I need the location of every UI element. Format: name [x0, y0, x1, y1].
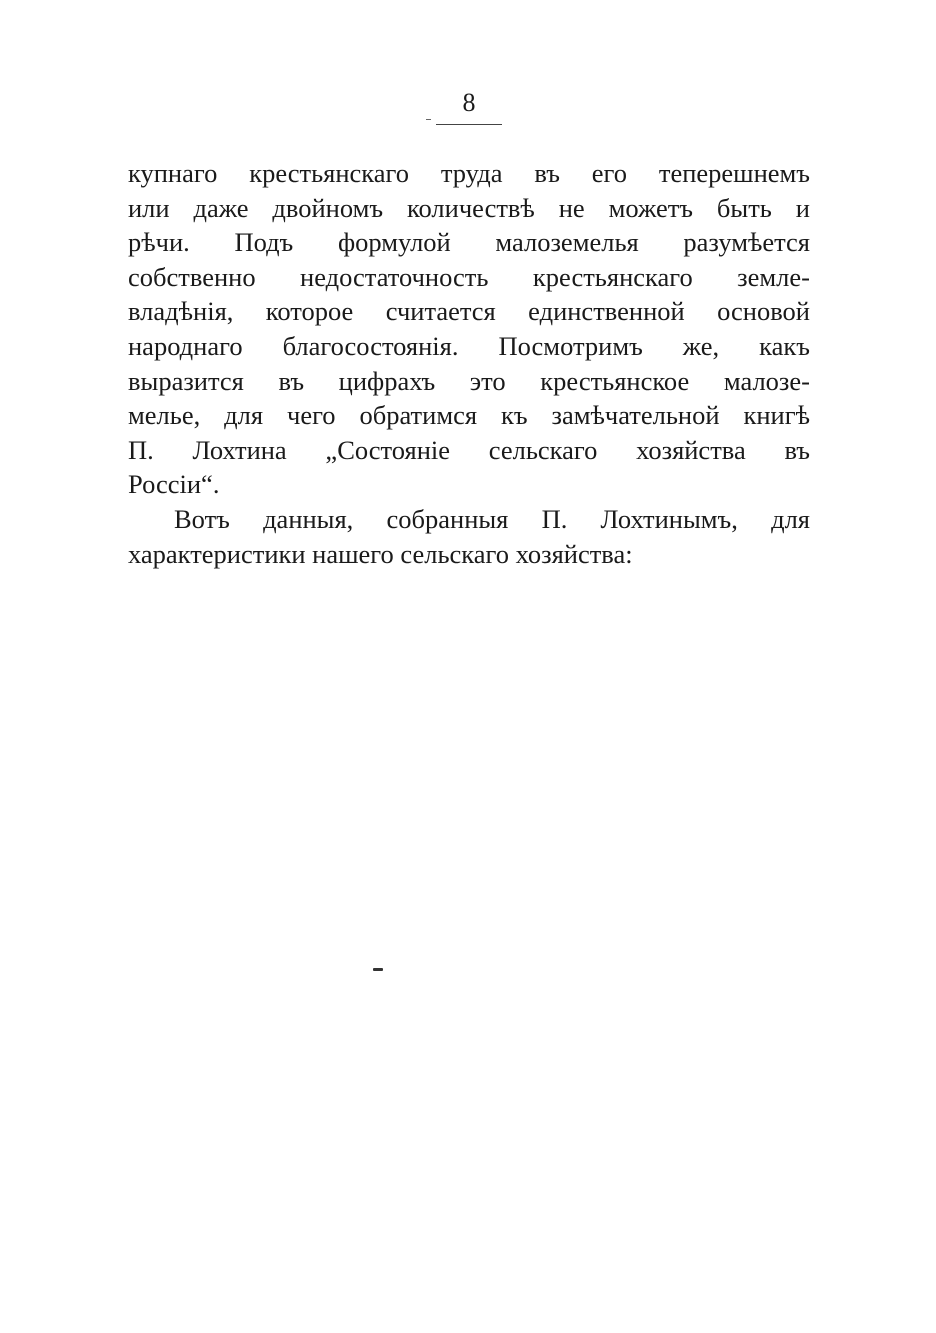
text-line: П. Лохтина „Состояніе сельскаго хозяйства въ	[128, 434, 810, 465]
scan-speck	[373, 968, 383, 971]
text-line: мелье, для чего обратимся къ замѣчательной книгѣ	[128, 400, 810, 431]
page-number-rule	[436, 124, 502, 125]
text-line: купнаго крестьянскаго труда въ его теперешнемъ	[128, 158, 810, 188]
text-line: владѣнія, которое считается единственной основой	[128, 296, 810, 327]
text-line: народнаго благосостоянія. Посмотримъ же, какъ	[128, 330, 810, 361]
paragraph-2	[128, 502, 810, 571]
text-line: характеристики нашего сельскаго хозяйства:	[128, 538, 633, 569]
paragraph-1	[128, 156, 810, 502]
text-line: собственно недостаточность крестьянскаго земле-	[128, 261, 810, 292]
text-line: рѣчи. Подъ формулой малоземелья разумѣется	[128, 227, 810, 258]
text-line: Вотъ данныя, собранныя П. Лохтинымъ, для	[174, 504, 810, 534]
text-line: выразится въ цифрахъ это крестьянское малозе-	[128, 365, 810, 396]
text-line: или даже двойномъ количествѣ не можетъ быть и	[128, 192, 810, 223]
text-line: Россіи“.	[128, 469, 220, 500]
page-number: 8	[462, 88, 476, 117]
page-number-mark	[426, 119, 431, 120]
